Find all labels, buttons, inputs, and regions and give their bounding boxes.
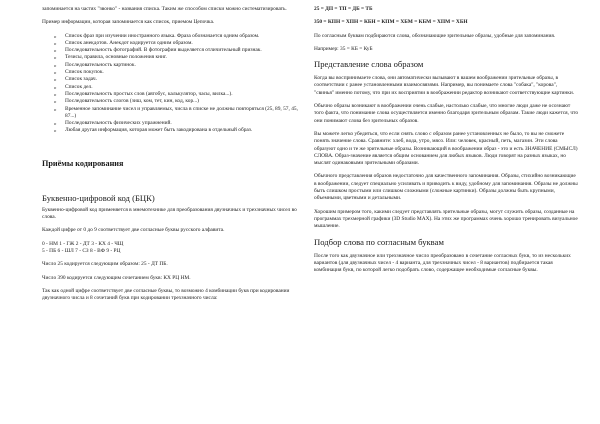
consonant-selection-paragraph: После того как двузначное или трехзначное число преобразовано в сочетание согласных букв, то из нескольких вариантов (для двузначных чисел - 4 варианта, для трехзначных чисел - 8 вариантов) подбирается такая комбинация букв, по которой легко подобрать слово, содержащее необходимые согласные буквы. xyxy=(314,252,571,274)
word-selection-paragraph: По согласным буквам подбираются слова, обозначающие зрительные образы, удобные для запоминания. xyxy=(314,32,556,39)
3d-graphics-paragraph: Хорошим примером того, какими следует представлять зрительные образы, могут служить образы, созданные на программах трехмерной графики (3D Studio MAX). На этих же программах очень хорошо тренировать визуальное мышление. xyxy=(314,208,578,230)
section-heading-consonant-selection: Подбор слова по согласным буквам xyxy=(314,236,444,247)
section-heading-word-as-image: Представление слова образом xyxy=(314,59,424,70)
word-perception-paragraph: Когда вы воспринимаете слова, они автоматически вызывают в вашем воображении зрительные образы, в соответствии с ранее установленными взаимосвязями. Например, вы понимаете слова "собака", "корова", "свинья" именно потому, что при их восприятии в воображении редактор возникают соответствующие картинки. xyxy=(314,75,575,96)
combinations-paragraph: Так как одной цифре соответствует две согласные буквы, то возможно 4 комбинации букв при кодировании двузначного числа и 8 сочетаний букв при кодировании трехзначного числа: xyxy=(42,287,290,302)
list-item: o Тезисы, правила, основные положения книг. xyxy=(42,54,300,61)
list-item: o Список покупок. xyxy=(42,69,300,76)
formula-25: 25 = ДП = ТП = ДБ = ТБ xyxy=(314,6,373,12)
list-item: o Список задач. xyxy=(42,76,300,83)
chain-technique-list xyxy=(42,33,300,135)
list-item: o Любая другая информация, которая может быть закодирована в отдельный образ. xyxy=(42,127,300,134)
list-item: o Список фраз при изучении иностранного языка. Фраза обозначается одним образом. xyxy=(42,33,300,40)
example-390-paragraph: Число 390 кодируется следующим сочетанием букв: КХ РЦ НМ. xyxy=(42,274,191,281)
list-item: o Последовательность картинок. xyxy=(42,62,300,69)
list-item: o Список анекдотов. Анекдот кодируется одним образом. xyxy=(42,40,300,47)
left-column xyxy=(42,6,300,302)
digit-letters-paragraph: Каждой цифре от 0 до 9 соответствует две согласные буквы русского алфавита. xyxy=(42,227,225,234)
code-table-line: 5 - ПБ 6 - ШЛ 7 - СЗ 8 - ВФ 9 - РЦ xyxy=(42,247,121,254)
list-item: o Последовательность фотографий. В фотографии выделяется отличительный признак. xyxy=(42,47,300,54)
weak-images-paragraph: Обычно образы возникают в воображении очень слабые, настолько слабые, что многие люди даже не осознают того факта, что понимание слова осуществляется именно благодаря зрительным образам. Такие люди кажется, что они понимают слова без зрительных образов. xyxy=(314,103,579,124)
list-item: o Последовательность физических упражнений. xyxy=(42,120,300,127)
meaning-paragraph: Вы можете легко убедиться, что если снять слово с образом ранее установленных не было, то вы не сможете понять значение слова. Сравните: хлеб, вода, утро, мясо. Или: человек, красный, петь, магазин. Эти слова образуют одно и те же зрительные образы. Возникающий в воображении образ - это и есть ЗНАЧЕНИЕ (СМЫСЛ) СЛОВА. Образ-значение является общим основанием для любых языков. Люди говорят на разных языках, но мыслят одинаковыми зрительными образами. xyxy=(314,130,578,167)
strengthen-images-paragraph: Обычного представления образов недостаточно для качественного запоминания. Образы, стихийно возникающие в воображении, следует специально усиливать и приводить к виду, удобному для запоминания. Образы не должны быть слишком простыми или слишком сложными (сложные картинки). Образы должны быть крупными, объемными, цветными и детальными. xyxy=(314,173,578,202)
example-kub-paragraph: Например: 35 = КБ = КуБ xyxy=(314,45,373,52)
intro-paragraph: запоминается на частях "звонко" - названия списка. Таким же способом списки можно систематизировать. xyxy=(42,6,287,12)
example-25-paragraph: Число 25 кодируется следующим образом: 25 - ДТ ПБ. xyxy=(42,261,168,268)
section-heading-coding-techniques: Приёмы кодирования xyxy=(42,158,124,168)
section-heading-letter-digit-code: Буквенно-цифровой код (БЦК) xyxy=(42,192,155,203)
bck-description-paragraph: Буквенно-цифровой код применяется в мнемотехнике для преобразования двузначных и трехзначных чисел во слова. xyxy=(42,206,297,221)
list-item: o Последовательность слогов (зиш, ком, тет, кин, код, кор...) xyxy=(42,98,300,105)
right-column xyxy=(314,6,578,274)
code-table-line: 0 - НМ 1 - ГЖ 2 - ДТ 3 - КХ 4 - ЧЩ xyxy=(42,240,124,247)
formula-350: 350 = КПН = ХПН = КБН = КПМ = ХБМ = КБМ = ХПМ = ХБН xyxy=(314,19,468,26)
list-item: o Последовательность простых слов (автобус, калькулятор, часы, вилка...). xyxy=(42,91,300,98)
list-item: o Временное запоминание чисел и управляемых, числа в списке не должны повторяться (25, 89, 57, 45, 87...) xyxy=(42,106,300,121)
example-intro-paragraph: Пример информации, которая запоминается как список, приемом Цепочка. xyxy=(42,19,215,26)
list-item: o Список дел. xyxy=(42,84,300,91)
